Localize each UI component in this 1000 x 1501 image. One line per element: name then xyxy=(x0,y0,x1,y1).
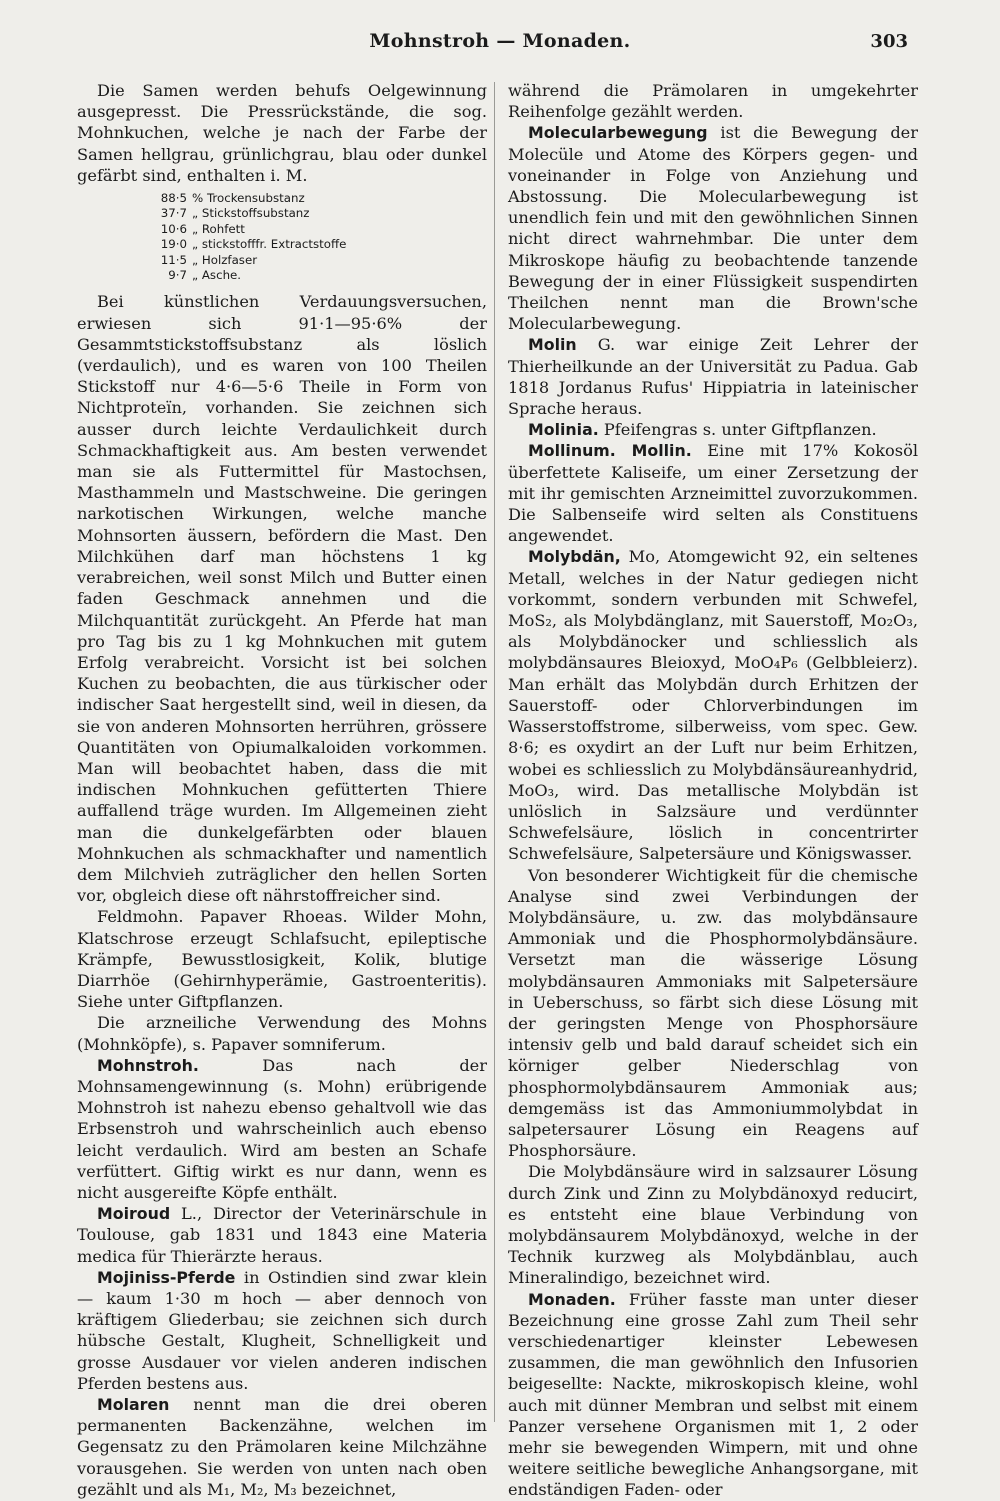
paragraph-feldmohn: Feldmohn. Papaver Rhoeas. Wilder Mohn, Klatschrose erzeugt Schlafsucht, epileptische Krämpfe, Bewusstlosigkeit, Kolik, blutige Diarrhöe (Gehirnhyperämie, Gastroenteritis). Siehe unter Giftpflanzen. xyxy=(77,907,487,1012)
entry-molybdaen xyxy=(508,546,918,864)
table-value: 37·7 xyxy=(160,206,187,221)
paragraph-arzneiliche-verwendung: Die arzneiliche Verwendung des Mohns (Mohnköpfe), s. Papaver somniferum. xyxy=(77,1013,487,1054)
running-title: Mohnstroh — Monaden. xyxy=(369,30,631,52)
table-label: „ Asche. xyxy=(192,268,242,283)
right-column xyxy=(508,80,918,1501)
entry-molaren xyxy=(77,1394,487,1500)
table-label: % Trockensubstanz xyxy=(192,191,305,206)
entry-headword: Moiroud xyxy=(97,1204,171,1224)
entry-headword: Molinia. xyxy=(528,420,599,440)
composition-table xyxy=(155,191,487,283)
table-label: „ Holzfaser xyxy=(192,252,258,267)
entry-moiroud xyxy=(77,1203,487,1267)
left-column xyxy=(77,80,487,1500)
entry-molin xyxy=(508,334,918,419)
entry-headword: Mollinum. Mollin. xyxy=(528,441,692,461)
paragraph-molybdaenblau: Die Molybdänsäure wird in salzsaurer Lösung durch Zink und Zinn zu Molybdänoxyd reducirt, es entsteht eine blaue Verbindung von molybdänsaurem Molybdänoxyd, welche in der Technik kurzweg als Molybdänblau, auch Mineralindigo, bezeichnet wird. xyxy=(508,1162,918,1288)
entry-text: in Ostindien sind zwar klein — kaum 1·30 m hoch — aber dennoch von kräftigem Gliederbau; sie zeichnen sich durch hübsche Gestalt, Klugheit, Schnelligkeit und grosse Ausdauer vor vielen anderen indischen Pferden bestens aus. xyxy=(77,1267,487,1393)
table-row xyxy=(155,268,487,283)
entry-mojiniss-pferde xyxy=(77,1267,487,1394)
table-label: „ Stickstoffsubstanz xyxy=(192,206,310,221)
table-value: 19·0 xyxy=(160,237,187,252)
entry-molecularbewegung xyxy=(508,122,918,334)
entry-headword: Mojiniss-Pferde xyxy=(97,1267,236,1287)
entry-text: G. war einige Zeit Lehrer der Thierheilkunde an der Universität zu Padua. Gab 1818 Jordanus Rufus' Hippiatria in lateinischer Sprache heraus. xyxy=(508,335,918,419)
table-value: 9·7 xyxy=(168,268,187,283)
entry-text: ist die Bewegung der Molecüle und Atome des Körpers gegen- und voneinander in Folge von Anziehung und Abstossung. Die Molecularbewegung ist unendlich fein und mit den gewöhnlichen Sinnen nicht direct wahrnehmbar. Die unter dem Mikroskope häufig zu beobachtende tanzende Bewegung der in einer Flüssigkeit suspendirten Theilchen nennt man die Brown'sche Molecularbewegung. xyxy=(508,123,918,334)
entry-headword: Monaden. xyxy=(528,1289,616,1309)
page-number: 303 xyxy=(870,31,908,52)
entry-molinia xyxy=(508,419,918,440)
paragraph-verdauung: Bei künstlichen Verdauungsversuchen, erwiesen sich 91·1—95·6% der Gesammtstickstoffsubstanz als löslich (verdaulich), und es waren von 100 Theilen Stickstoff nur 4·6—5·6 Theile in Form von Nichtproteïn, vorhanden. Sie zeichnen sich ausser durch leichte Verdaulichkeit durch Schmackhaftigkeit aus. Am besten verwendet man sie als Futtermittel für Mastochsen, Masthammeln und Mastschweine. Die geringen narkotischen Wirkungen, welche manche Mohnsorten äussern, befördern die Mast. Den Milchkühen darf man höchstens 1 kg verabreichen, weil sonst Milch und Butter einen faden Geschmack annehmen und die Milchquantität zurückgeht. An Pferde hat man pro Tag bis zu 1 kg Mohnkuchen mit gutem Erfolg verabreicht. Vorsicht ist bei solchen Kuchen zu beobachten, die aus türkischer oder indischer Saat hergestellt sind, weil in diesen, da sie von anderen Mohnsorten herrühren, grössere Quantitäten von Opiumalkaloiden vorkommen. Man will beobachtet haben, dass die mit indischen Mohnkuchen gefütterten Thiere auffallend träge wurden. Im Allgemeinen zieht man die dunkelgefärbten oder blauen Mohnkuchen als schmackhafter und namentlich dem Milchvieh zuträglicher den hellen Sorten vor, obgleich diese oft nährstoffreicher sind. xyxy=(77,292,487,906)
table-value: 11·5 xyxy=(160,252,187,267)
table-row xyxy=(155,237,487,252)
entry-mohnstroh xyxy=(77,1055,487,1203)
entry-headword: Molybdän, xyxy=(528,547,621,567)
entry-text: nennt man die drei oberen permanenten Backenzähne, welchen im Gegensatz zu den Prämolaren keine Milchzähne vorausgehen. Sie werden von unten nach oben gezählt und als M₁, M₂, M₃ bezeichnet, xyxy=(77,1395,487,1499)
table-label: „ stickstofffr. Extractstoffe xyxy=(192,237,347,252)
entry-text: Das nach der Mohnsamengewinnung (s. Mohn) erübrigende Mohnstroh ist nahezu ebenso gehaltvoll wie das Erbsenstroh und wahrscheinlich auch ebenso leicht verdaulich. Wird am besten an Schafe verfüttert. Giftig wirkt es nur dann, wenn es nicht ausgereifte Köpfe enthält. xyxy=(77,1055,487,1202)
table-value: 88·5 xyxy=(160,191,187,206)
column-divider xyxy=(494,82,495,1422)
paragraph-praemolaren-continued: während die Prämolaren in umgekehrter Reihenfolge gezählt werden. xyxy=(508,81,918,122)
table-value: 10·6 xyxy=(160,221,187,236)
paragraph-chemische-analyse: Von besonderer Wichtigkeit für die chemische Analyse sind zwei Verbindungen der Molybdänsäure, u. zw. das molybdänsaure Ammoniak und die Phosphormolybdänsäure. Versetzt man die wässerige Lösung molybdänsauren Ammoniaks mit Salpetersäure in Ueberschuss, so färbt sich diese Lösung mit der geringsten Menge von Phosphorsäure intensiv gelb und bald darauf scheidet sich ein körniger gelber Niederschlag von phosphormolybdänsaurem Ammoniak aus; demgemäss ist das Ammoniummolybdat in salpetersaurer Lösung ein Reagens auf Phosphorsäure. xyxy=(508,865,918,1161)
table-row xyxy=(155,222,487,237)
table-row xyxy=(155,191,487,206)
table-label: „ Rohfett xyxy=(192,221,245,236)
entry-headword: Mohnstroh. xyxy=(97,1055,199,1075)
entry-text: Früher fasste man unter dieser Bezeichnung eine grosse Zahl zum Theil sehr verschiedenartiger kleinster Lebewesen zusammen, die man gewöhnlich den Infusorien beigesellte: Nackte, mikroskopisch kleine, wohl auch mit dünner Membran und selbst mit einem Panzer versehene Organismen mit 1, 2 oder mehr sie bewegenden Wimpern, mit und ohne weitere seitliche bewegliche Anhangsorgane, mit endständigen Faden- oder xyxy=(508,1289,918,1500)
entry-text: Mo, Atomgewicht 92, ein seltenes Metall, welches in der Natur gediegen nicht vorkommt, sondern verbunden mit Schwefel, MoS₂, als Molybdänglanz, mit Sauerstoff, Mo₂O₃, als Molybdänocker und schliesslich als molybdänsaures Bleioxyd, MoO₄P₆ (Gelbbleierz). Man erhält das Molybdän durch Erhitzen der Sauerstoff- oder Chlorverbindungen im Wasserstoffstrome, silberweiss, vom spec. Gew. 8·6; es oxydirt an der Luft nur beim Erhitzen, wobei es schliesslich zu Molybdänsäureanhydrid, MoO₃, wird. Das metallische Molybdän ist unlöslich in Salzsäure und verdünnter Schwefelsäure, löslich in concentrirter Schwefelsäure, Salpetersäure und Königswasser. xyxy=(508,547,918,864)
entry-monaden xyxy=(508,1289,918,1501)
table-row xyxy=(155,253,487,268)
entry-headword: Molecularbewegung xyxy=(528,123,708,143)
entry-text: L., Director der Veterinärschule in Toulouse, gab 1831 und 1843 eine Materia medica für Thierärzte heraus. xyxy=(77,1204,487,1266)
entry-mollinum xyxy=(508,440,918,546)
entry-text: Eine mit 17% Kokosöl überfettete Kaliseife, um einer Zersetzung der mit ihr gemischten Arzneimittel zuvorzukommen. Die Salbenseife wird selten als Constituens angewendet. xyxy=(508,441,918,546)
entry-headword: Molaren xyxy=(97,1395,170,1415)
table-row xyxy=(155,206,487,221)
paragraph-mohnkuchen-intro: Die Samen werden behufs Oelgewinnung ausgepresst. Die Pressrückstände, die sog. Mohnkuchen, welche je nach der Farbe der Samen hellgrau, grünlichgrau, blau oder dunkel gefärbt sind, enthalten i. M. xyxy=(77,81,487,185)
running-header xyxy=(0,30,1000,60)
entry-text: Pfeifengras s. unter Giftpflanzen. xyxy=(598,420,877,440)
entry-headword: Molin xyxy=(528,335,577,355)
